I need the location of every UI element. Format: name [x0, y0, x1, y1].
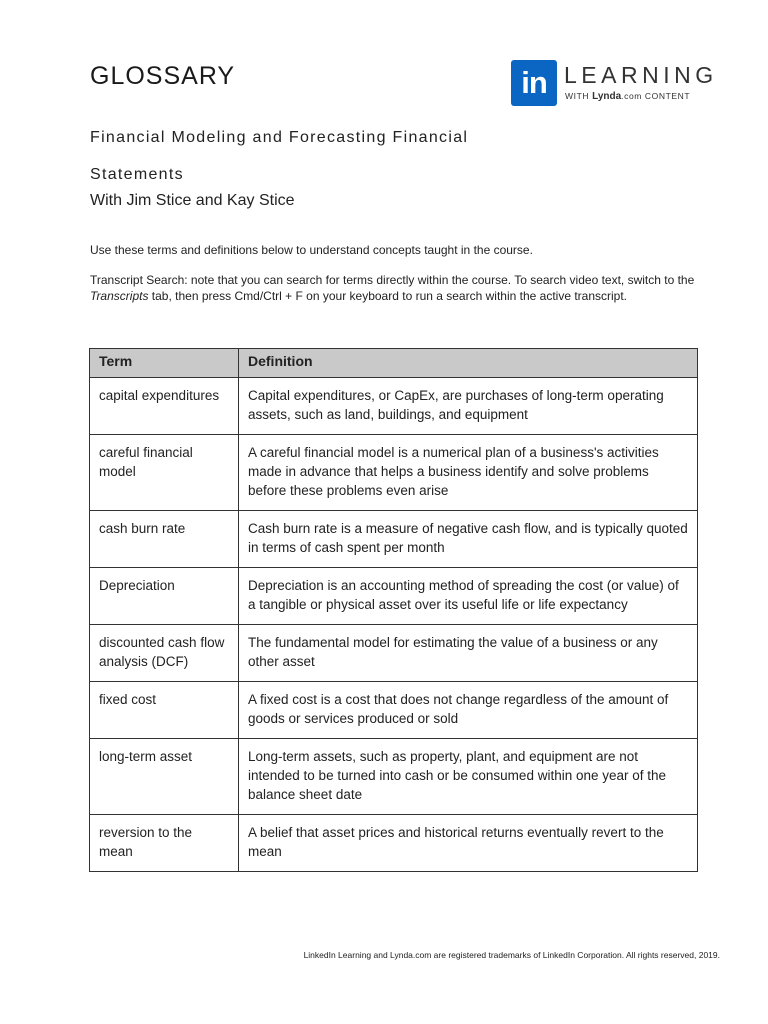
term-cell: long-term asset: [90, 739, 239, 815]
term-cell: cash burn rate: [90, 511, 239, 568]
transcript-search-note: [90, 272, 710, 304]
glossary-table: [89, 348, 698, 872]
table-row: [90, 739, 698, 815]
table-row: [90, 435, 698, 511]
definition-cell: The fundamental model for estimating the value of a business or any other asset: [239, 625, 698, 682]
logo-sub-prefix: WITH: [565, 91, 593, 101]
logo-wordmark: LEARNING: [564, 62, 718, 88]
table-row: [90, 378, 698, 435]
course-authors: With Jim Stice and Kay Stice: [90, 192, 295, 209]
header-term: Term: [90, 349, 239, 378]
table-header-row: [90, 349, 698, 378]
definition-cell: Capital expenditures, or CapEx, are purchases of long-term operating assets, such as land, buildings, and equipment: [239, 378, 698, 435]
term-cell: discounted cash flow analysis (DCF): [90, 625, 239, 682]
term-cell: Depreciation: [90, 568, 239, 625]
intro-text: Use these terms and definitions below to understand concepts taught in the course.: [90, 243, 533, 257]
term-cell: reversion to the mean: [90, 815, 239, 872]
table-row: [90, 815, 698, 872]
definition-cell: A belief that asset prices and historical returns eventually revert to the mean: [239, 815, 698, 872]
course-title: [90, 119, 490, 193]
definition-cell: Long-term assets, such as property, plant, and equipment are not intended to be turned into cash or be consumed within one year of the balance sheet date: [239, 739, 698, 815]
linkedin-in-icon: in: [511, 60, 557, 106]
header-definition: Definition: [239, 349, 698, 378]
search-note-before: Transcript Search: note that you can search for terms directly within the course. To search video text, switch to the: [90, 273, 695, 287]
search-note-after: tab, then press Cmd/Ctrl + F on your keyboard to run a search within the active transcript.: [148, 289, 628, 303]
table-row: [90, 568, 698, 625]
page-title: GLOSSARY: [90, 62, 236, 90]
term-cell: fixed cost: [90, 682, 239, 739]
table-row: [90, 625, 698, 682]
logo-subline: [565, 91, 690, 102]
term-cell: careful financial model: [90, 435, 239, 511]
logo-sub-brand: Lynda: [592, 91, 622, 102]
course-title-line-2: Statements: [90, 166, 184, 183]
definition-cell: Cash burn rate is a measure of negative cash flow, and is typically quoted in terms of cash spent per month: [239, 511, 698, 568]
search-note-transcripts: Transcripts: [90, 289, 149, 303]
course-title-line-1: Financial Modeling and Forecasting Financial: [90, 129, 469, 146]
table-row: [90, 511, 698, 568]
footer-trademark: LinkedIn Learning and Lynda.com are registered trademarks of LinkedIn Corporation. All rights reserved, 2019.: [303, 950, 720, 960]
definition-cell: A fixed cost is a cost that does not change regardless of the amount of goods or services produced or sold: [239, 682, 698, 739]
definition-cell: A careful financial model is a numerical plan of a business's activities made in advance that helps a business identify and solve problems before these problems even arise: [239, 435, 698, 511]
definition-cell: Depreciation is an accounting method of spreading the cost (or value) of a tangible or physical asset over its useful life or life expectancy: [239, 568, 698, 625]
table-row: [90, 682, 698, 739]
term-cell: capital expenditures: [90, 378, 239, 435]
logo-sub-suffix: .com CONTENT: [621, 91, 691, 101]
